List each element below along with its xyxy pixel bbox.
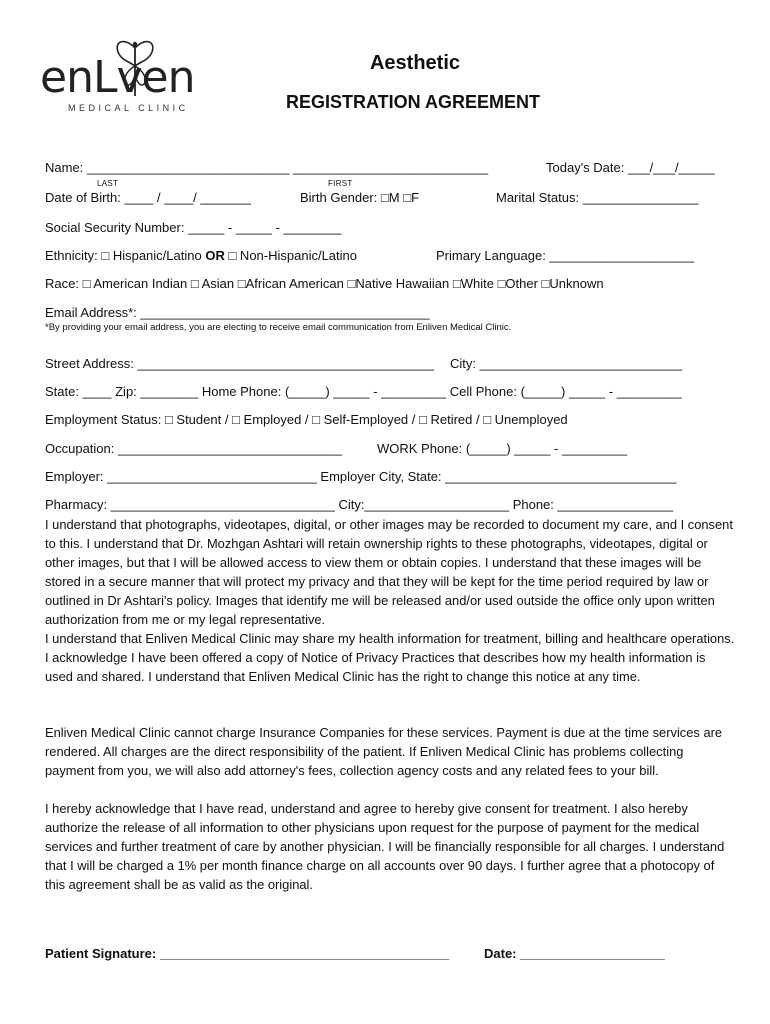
last-name-label: LAST — [97, 179, 119, 188]
name-field[interactable]: Name: ____________________________ ___________________________ — [45, 160, 489, 175]
consent-paragraph: I hereby acknowledge that I have read, understand and agree to hereby give consent for treatment. I also hereby authorize the release of all information to other physicians upon request for the purpose of payment for the medical services and further treatment of care by another physician. I will be financially responsible for all charges. I understand that I will be charged a 1% per month finance charge on all accounts over 90 days. I further agree that a photocopy of this agreement shall be as valid as the original. — [45, 801, 725, 892]
date-of-birth-field[interactable]: Date of Birth: ____ / ____/ _______ — [45, 190, 251, 205]
email-field[interactable]: Email Address*: ________________________________________ — [45, 305, 430, 320]
city-field[interactable]: City: ____________________________ — [450, 356, 683, 371]
primary-language-field[interactable]: Primary Language: ____________________ — [436, 248, 695, 263]
work-phone-field[interactable]: WORK Phone: (_____) _____ - _________ — [377, 441, 628, 456]
todays-date-field[interactable]: Today's Date: ___/___/_____ — [546, 160, 715, 175]
state-zip-phone-row[interactable]: State: ____ Zip: ________ Home Phone: (_____) _____ - _________ Cell Phone: (_____) _____ - _________ — [45, 384, 682, 399]
ethnicity-or-label: OR — [205, 248, 225, 263]
marital-status-field[interactable]: Marital Status: ________________ — [496, 190, 699, 205]
form-subtitle: REGISTRATION AGREEMENT — [285, 92, 540, 112]
ethnicity-hispanic-option[interactable]: Ethnicity: □ Hispanic/Latino — [45, 248, 202, 263]
ethnicity-non-hispanic-option[interactable]: □ Non-Hispanic/Latino — [228, 248, 357, 263]
email-note: *By providing your email address, you are electing to receive email communication from Enliven Medical Clinic. — [45, 322, 512, 333]
clinic-logo — [40, 38, 215, 118]
ethnicity-field[interactable] — [45, 248, 357, 263]
street-address-field[interactable]: Street Address: _________________________________________ — [45, 356, 434, 371]
ssn-field[interactable]: Social Security Number: _____ - _____ - ________ — [45, 220, 342, 235]
payment-paragraph: Enliven Medical Clinic cannot charge Insurance Companies for these services. Payment is due at the time services are rendered. All charges are the direct responsibility of the patient. If Enliven Medical Clinic has problems collecting payment from you, we will also add attorney's fees, collection agency costs and any related fees to your bill. — [45, 725, 723, 778]
privacy-paragraph: I understand that Enliven Medical Clinic may share my health information for treatment, billing and healthcare operations. I acknowledge I have been offered a copy of Notice of Privacy Practices that describes how my health information is used and shared. I understand that Enliven Medical Clinic has the right to change this notice at any time. — [45, 631, 735, 684]
form-title: Aesthetic — [369, 52, 461, 74]
occupation-field[interactable]: Occupation: _______________________________ — [45, 441, 343, 456]
race-field[interactable]: Race: □ American Indian □ Asian □African American □Native Hawaiian □White □Other □Unknown — [45, 276, 604, 291]
logo-subtitle: MEDICAL CLINIC — [68, 103, 189, 113]
logo-wordmark: enLven — [40, 52, 195, 103]
first-name-label: FIRST — [328, 179, 353, 188]
photo-consent-paragraph: I understand that photographs, videotapes, digital, or other images may be recorded to document my care, and I consent to this. I understand that Dr. Mozhgan Ashtari will retain ownership rights to these photographs, videotapes, digital or other images, but that I will be allowed access to view them or obtain copies. I understand that these images will be stored in a secure manner that will protect my privacy and that they will be kept for the time period required by law or outlined in Dr Ashtari's policy. Images that identify me will be released and/or used outside the office only upon written authorization from me or my legal representative. — [45, 517, 733, 627]
employment-status-field[interactable]: Employment Status: □ Student / □ Employed / □ Self-Employed / □ Retired / □ Unemployed — [45, 412, 568, 427]
pharmacy-row[interactable]: Pharmacy: _______________________________ City:____________________ Phone: ________________ — [45, 497, 674, 512]
birth-gender-field[interactable]: Birth Gender: □M □F — [300, 190, 420, 205]
employer-row[interactable]: Employer: _____________________________ Employer City, State: ________________________________ — [45, 469, 677, 484]
signature-date-field[interactable]: Date: ____________________ — [484, 946, 665, 961]
patient-signature-field[interactable]: Patient Signature: ________________________________________ — [45, 946, 450, 961]
